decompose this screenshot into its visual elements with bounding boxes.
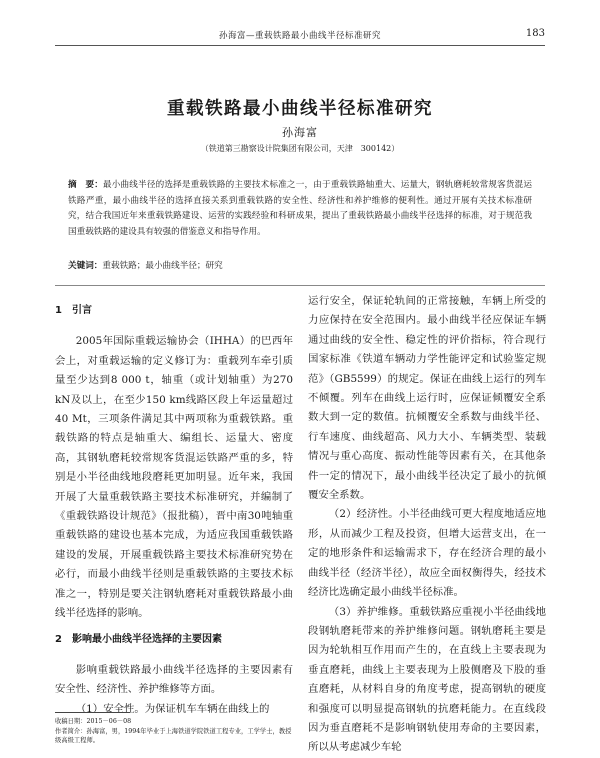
section-1-paragraph: 2005年国际重载运输协会（IHHA）的巴西年会上，对重载运输的定义修订为：重载列车牵引质量至少达到8 000 t，轴重（或计划轴重）为270 kN及以上，在至少150 km线路区段上年运量超过40 Mt，三项条件满足其中两项称为重载铁路。重载铁路的特点是轴重大、编组长、运量大、密度高，其钢轨磨耗较常规客货混运铁路严重的多，特别是小半径曲线地段磨耗更加明显。近年来，我国开展了大量重载铁路主要技术标准研究，并编制了《重载铁路设计规范》（报批稿），晋中南30吨轴重重载铁路的建设也基本完成，为适应我国重载铁路建设的发展，开展重载铁路主要技术标准研究势在必行，而最小曲线半径则是重载铁路的主要技术标准之一，特别是要关注钢轨磨耗对重载铁路最小曲线半径选择的影响。 xyxy=(55,335,293,620)
running-head: 孙海富—重载铁路最小曲线半径标准研究 xyxy=(218,31,381,41)
keywords-label: 关键词： xyxy=(68,261,103,271)
footnote-received: 收稿日期：2015－06－08 xyxy=(55,718,132,725)
section-1-title: 1 引言 xyxy=(55,305,92,316)
author: 孙海富 xyxy=(282,126,318,139)
abstract-divider xyxy=(55,285,545,286)
left-column xyxy=(55,295,293,719)
right-column xyxy=(308,292,546,758)
economy-paragraph: （2）经济性。小半径曲线可更大程度地适应地形，从而减少工程及投资，但增大运营支出，在一定的地形条件和运输需求下，存在经济合理的最小曲线半径（经济半径），故应全面权衡得失，经技术经济比选确定最小曲线半径标准。 xyxy=(308,508,546,599)
section-2-title: 2 影响最小曲线半径选择的主要因素 xyxy=(55,633,222,645)
keywords xyxy=(68,259,532,271)
header-rule xyxy=(55,45,545,46)
paper-title: 重载铁路最小曲线半径标准研究 xyxy=(167,99,433,119)
section-2-paragraph-2-start: （1）安全性。为保证机车车辆在曲线上的 xyxy=(75,702,270,715)
maintenance-paragraph: （3）养护维修。重载铁路应重视小半径曲线地段钢轨磨耗带来的养护维修问题。钢轨磨耗主要是因为轮轨相互作用而产生的，在直线上主要表现为垂直磨耗，曲线上主要表现为上股侧磨及下股的垂直磨耗，从材料自身的角度考虑，提高钢轨的硬度和强度可以明显提高钢轨的抗磨耗能力。在直线段因为垂直磨耗不是影响钢轨使用寿命的主要因素，所以从考虑减少车轮 xyxy=(308,605,546,754)
footnote-author-bio: 作者简介：孙海富，男，1994年毕业于上海铁道学院铁道工程专业，工学学士，教授级高级工程师。 xyxy=(55,728,292,744)
abstract-text: 最小曲线半径的选择是重载铁路的主要技术标准之一，由于重载铁路轴重大、运量大，钢轨磨耗较常规客货混运铁路严重，最小曲线半径的选择直接关系到重载铁路的安全性、经济性和养护维修的便利性。通过开展有关技术标准研究，结合我国近年来重载铁路建设、运营的实践经验和科研成果，提出了重载铁路最小曲线半径选择的标准，对于规范我国重载铁路的建设具有较强的借鉴意义和指导作用。 xyxy=(68,180,532,237)
abstract xyxy=(68,178,532,240)
affiliation: （铁道第三勘察设计院集团有限公司，天津 300142） xyxy=(200,144,400,153)
page-header xyxy=(55,26,545,44)
safety-paragraph-continued: 运行安全，保证轮轨间的正常接触，车辆上所受的力应保持在安全范围内。最小曲线半径应保证车辆通过曲线的安全性、稳定性的评价指标，符合现行国家标准《铁道车辆动力学性能评定和试验鉴定规范》（GB5599）的规定。保证在曲线上运行的列车不倾覆。列车在曲线上运行时，应保证倾覆安全系数大到一定的数值。抗倾覆安全系数与曲线半径、行车速度、曲线超高、风力大小、车辆类型、装载情况与重心高度、振动性能等因素有关，在其他条件一定的情况下，最小曲线半径决定了最小的抗倾覆安全系数。 xyxy=(308,295,546,502)
section-2-paragraph-1: 影响重载铁路最小曲线半径选择的主要因素有安全性、经济性、养护维修等方面。 xyxy=(55,663,293,696)
page-number: 183 xyxy=(525,28,545,39)
abstract-label: 摘 要： xyxy=(68,180,104,190)
keywords-text: 重载铁路；最小曲线半径；研究 xyxy=(102,261,223,271)
footnote-rule xyxy=(55,712,130,713)
